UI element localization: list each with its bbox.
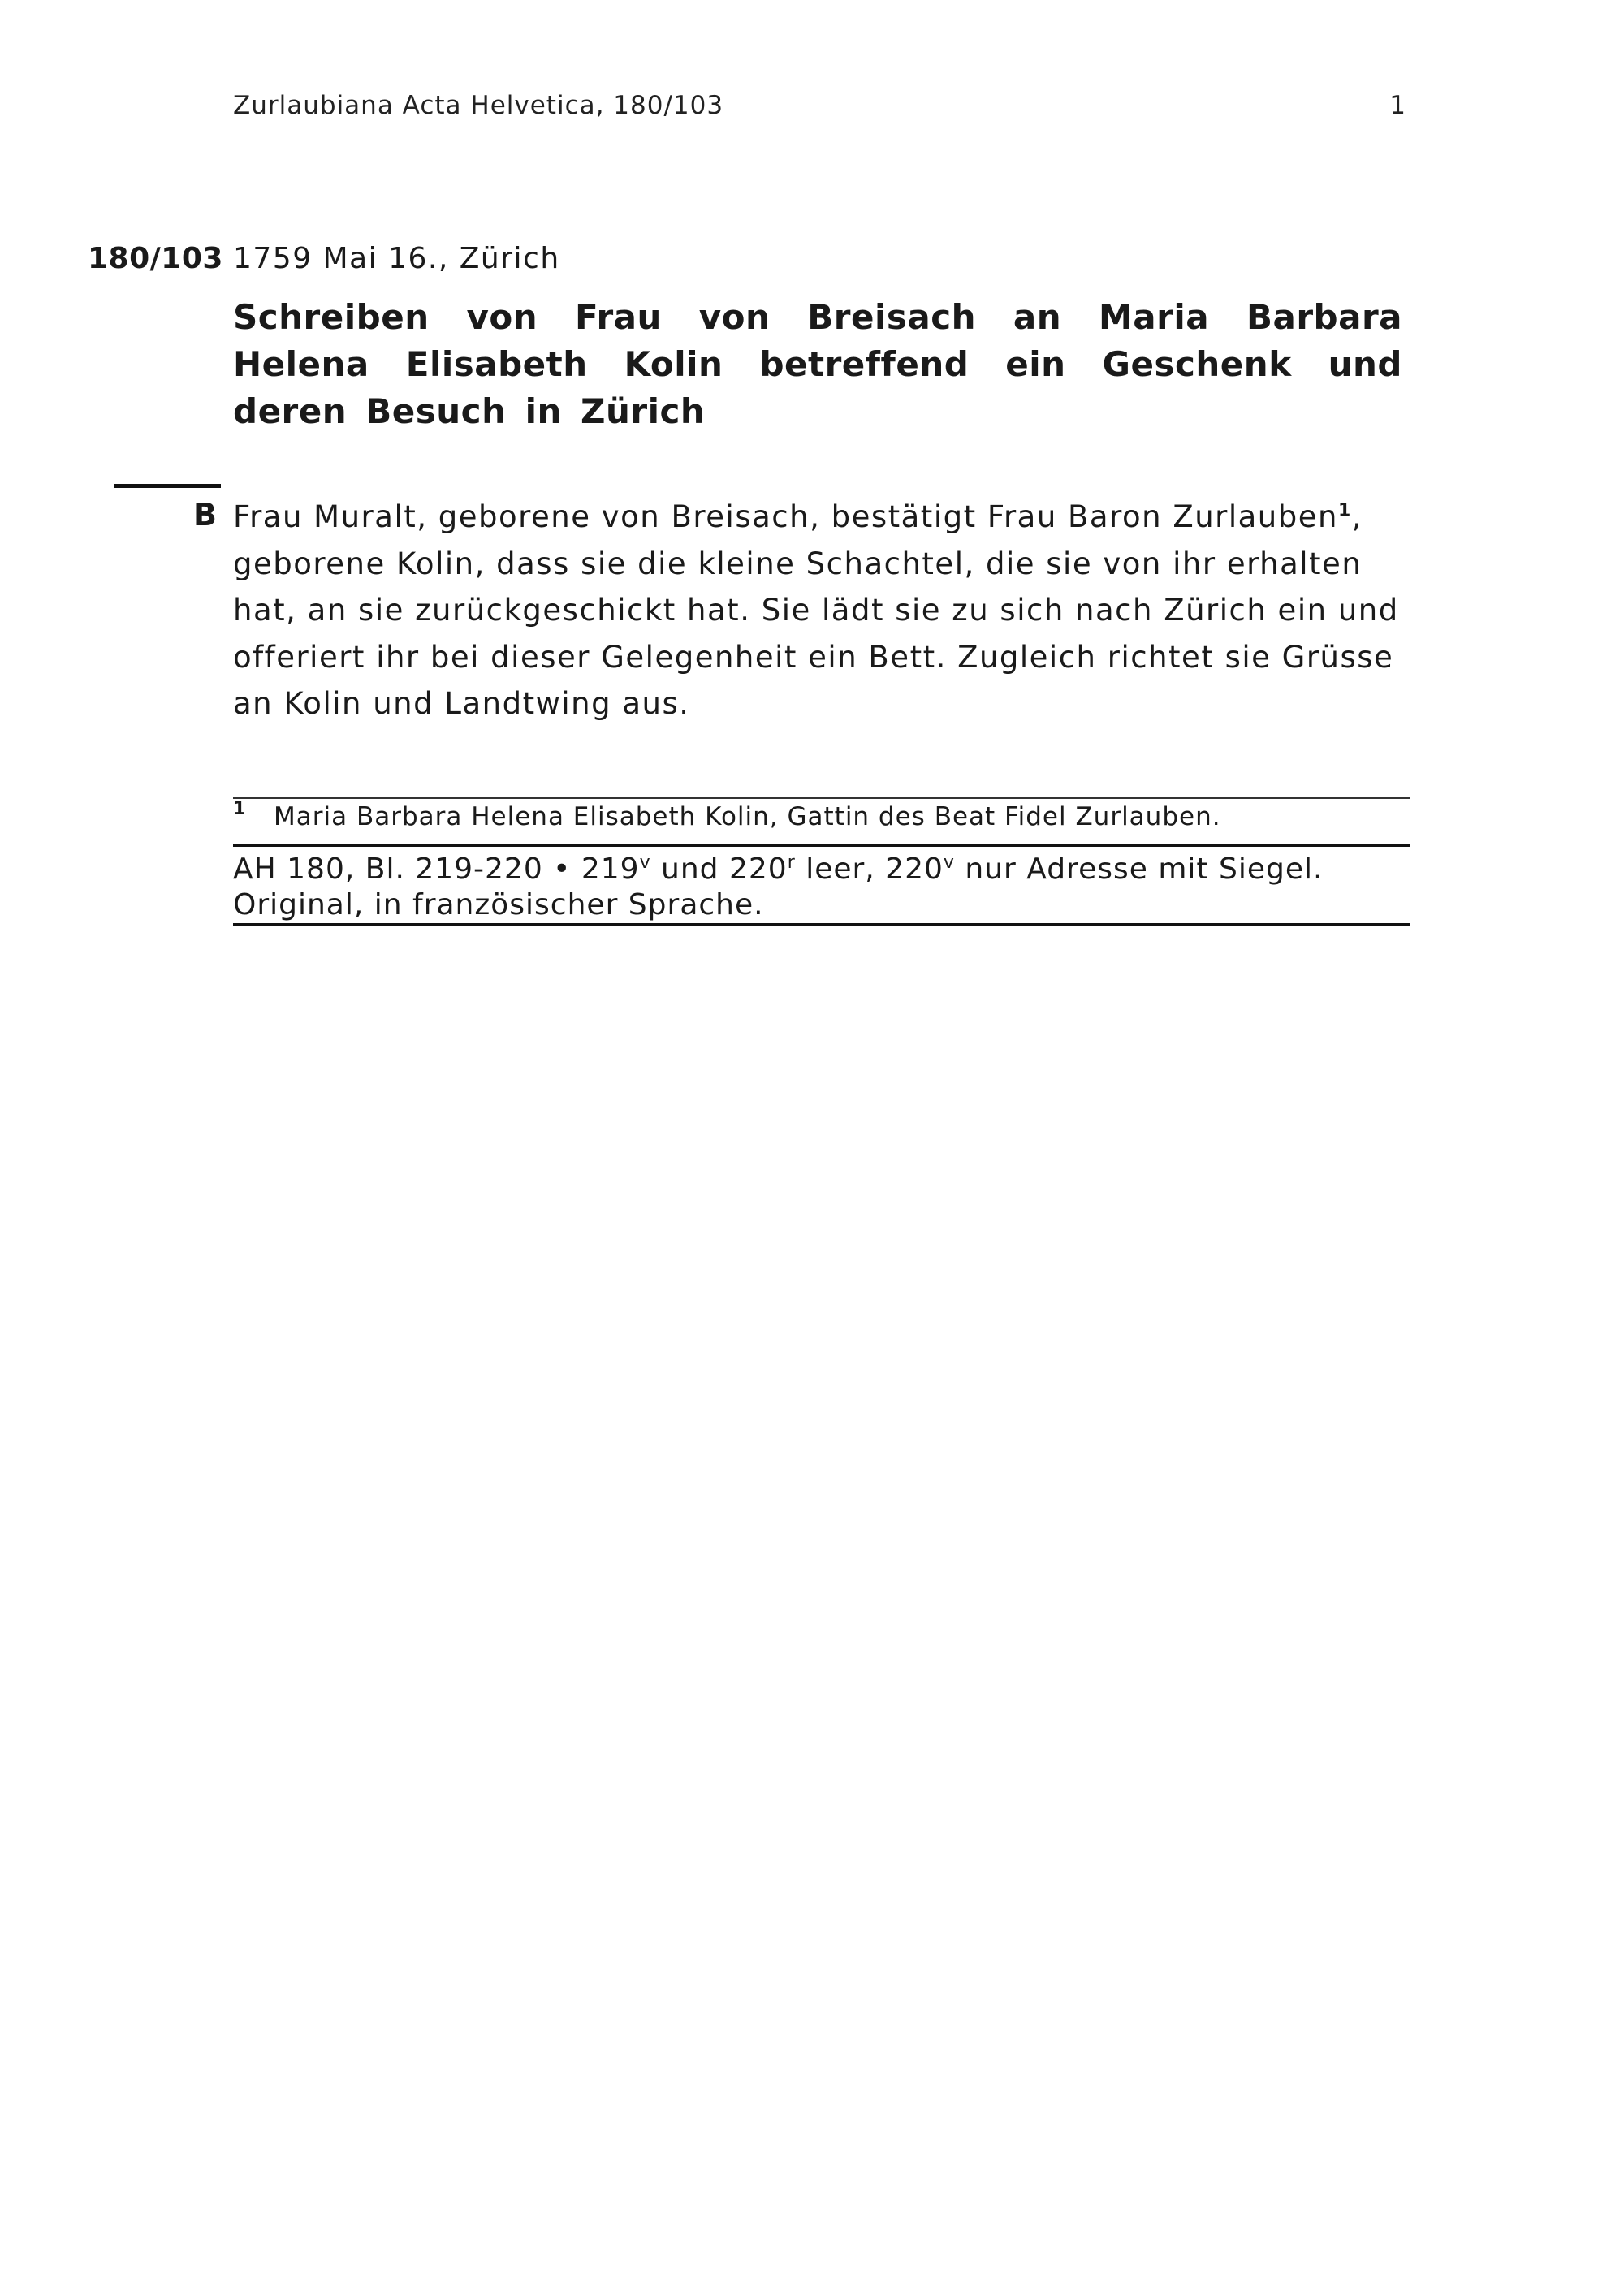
running-header (233, 91, 1406, 120)
source-note (233, 844, 1410, 926)
source-line-2: Original, in französischer Sprache. (233, 888, 764, 921)
collection-title: Zurlaubiana Acta Helvetica, 180/103 (233, 91, 724, 120)
source-line-1 (233, 852, 1410, 887)
source-sup-2: r (787, 852, 796, 873)
footnote-text: Maria Barbara Helena Elisabeth Kolin, Gattin des Beat Fidel Zurlauben. (274, 802, 1221, 831)
source-part-2: und 220 (650, 852, 788, 886)
footnote-mark: 1 (233, 799, 246, 819)
footnote-reference[interactable]: 1 (1337, 500, 1352, 521)
page-number: 1 (1389, 91, 1406, 120)
source-sup-3: v (943, 852, 955, 873)
section-marker: B (193, 497, 217, 533)
summary-paragraph (233, 494, 1410, 727)
source-part-4: nur Adresse mit Siegel. (954, 852, 1324, 886)
source-part-3: leer, 220 (795, 852, 944, 886)
summary-text-end: , geborene Kolin, dass sie die kleine Schachtel, die sie von ihr erhalten hat, an sie zurückgeschickt hat. Sie lädt sie zu sich nach Zürich ein und offeriert ihr bei dieser Gelegenheit ein Bett. Zugleich richtet sie Grüsse an Kolin und Landtwing aus. (233, 499, 1399, 721)
source-sup-1: v (639, 852, 651, 873)
footnote (233, 797, 1410, 843)
source-part-1: AH 180, Bl. 219-220 • 219 (233, 852, 640, 886)
section-divider (114, 484, 221, 488)
summary-text-start: Frau Muralt, geborene von Breisach, bestätigt Frau Baron Zurlauben (233, 499, 1338, 534)
document-date-place: 1759 Mai 16., Zürich (233, 242, 560, 275)
document-title: Schreiben von Frau von Breisach an Maria Barbara Helena Elisabeth Kolin betreffend ein Geschenk und deren Besuch in Zürich (233, 297, 1402, 431)
document-number: 180/103 (88, 242, 223, 275)
